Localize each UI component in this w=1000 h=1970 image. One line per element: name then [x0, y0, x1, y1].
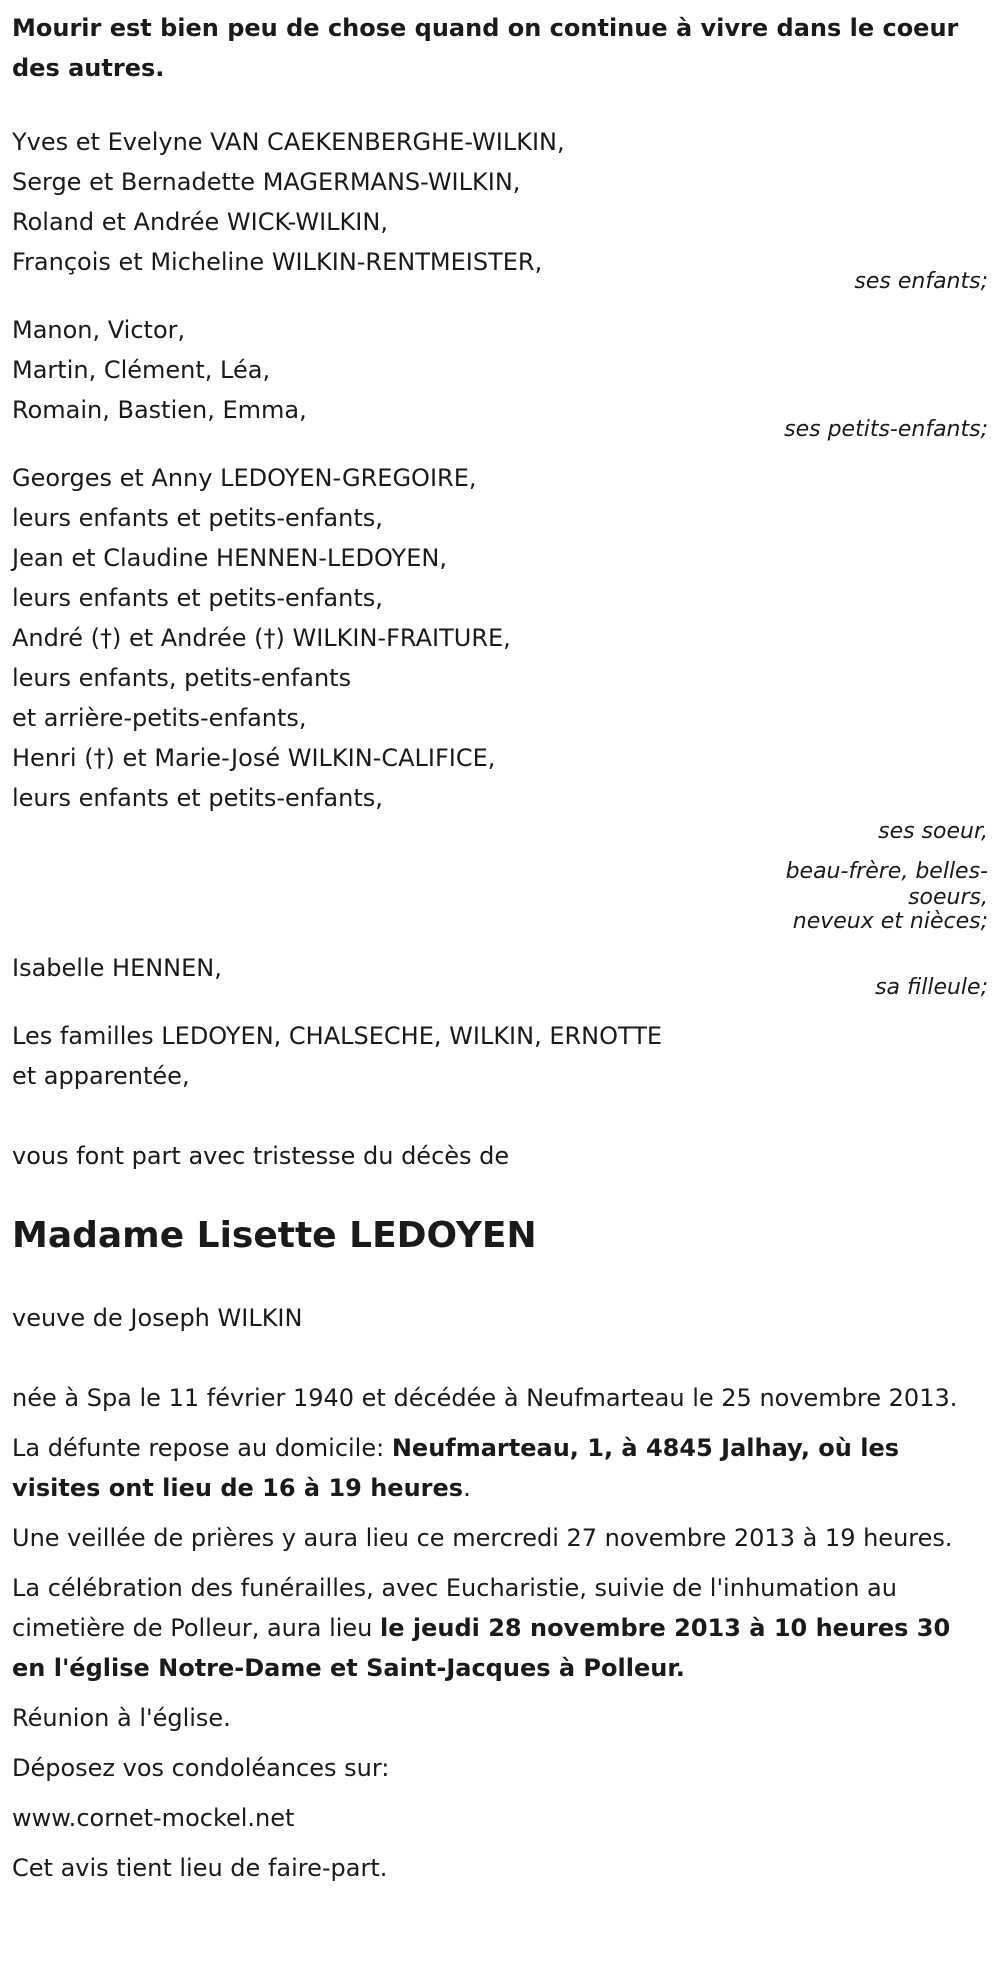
meeting-text: Réunion à l'église.	[12, 1704, 231, 1732]
grandchildren-line: Romain, Bastien, Emma,	[12, 396, 307, 424]
children-line: François et Micheline WILKIN-RENTMEISTER,	[12, 248, 543, 276]
siblings-line: Jean et Claudine HENNEN-LEDOYEN,	[12, 544, 447, 572]
birth-death-text: née à Spa le 11 février 1940 et décédée à Neufmarteau le 25 novembre 2013.	[12, 1384, 958, 1412]
relation-siblings-line: ses soeur,	[878, 819, 988, 844]
relation-goddaughter: sa filleule;	[875, 975, 988, 1000]
announcement-text: vous font part avec tristesse du décès de	[12, 1142, 510, 1170]
families-line: et apparentée,	[12, 1062, 190, 1090]
goddaughter-line: Isabelle HENNEN,	[12, 954, 222, 982]
funeral-date-place: le jeudi 28 novembre 2013 à 10 heures 30 en l'église Notre-Dame et Saint-Jacques à Polleur.	[12, 1614, 951, 1682]
siblings-line: leurs enfants et petits-enfants,	[12, 784, 383, 812]
siblings-line: leurs enfants et petits-enfants,	[12, 504, 383, 532]
children-group	[12, 122, 988, 296]
families-group	[12, 1016, 988, 1096]
widow-of-text: veuve de Joseph WILKIN	[12, 1304, 303, 1332]
siblings-line: Henri (†) et Marie-José WILKIN-CALIFICE,	[12, 744, 496, 772]
children-line: Serge et Bernadette MAGERMANS-WILKIN,	[12, 168, 521, 196]
siblings-line: et arrière-petits-enfants,	[12, 704, 307, 732]
deceased-name: Madame Lisette LEDOYEN	[12, 1215, 537, 1256]
relation-grandchildren: ses petits-enfants;	[784, 417, 988, 442]
relation-children: ses enfants;	[854, 269, 988, 294]
relation-siblings-line: beau-frère, belles-	[785, 859, 988, 884]
families-line: Les familles LEDOYEN, CHALSECHE, WILKIN, ERNOTTE	[12, 1022, 663, 1050]
condolences-text: Déposez vos condoléances sur:	[12, 1754, 390, 1782]
relation-siblings-line: soeurs,	[908, 885, 988, 910]
siblings-line: leurs enfants, petits-enfants	[12, 664, 352, 692]
children-line: Yves et Evelyne VAN CAEKENBERGHE-WILKIN,	[12, 128, 565, 156]
grandchildren-group	[12, 310, 988, 444]
funeral-prefix: La célébration des funérailles, avec Eucharistie, suivie de l'inhumation au cimetière de Polleur, aura lieu	[12, 1574, 897, 1642]
siblings-line: leurs enfants et petits-enfants,	[12, 584, 383, 612]
notice-text: Cet avis tient lieu de faire-part.	[12, 1854, 388, 1882]
website-link[interactable]: www.cornet-mockel.net	[12, 1804, 295, 1832]
siblings-group	[12, 458, 988, 934]
rest-prefix: La défunte repose au domicile:	[12, 1434, 392, 1462]
vigil-text: Une veillée de prières y aura lieu ce mercredi 27 novembre 2013 à 19 heures.	[12, 1524, 953, 1552]
grandchildren-line: Martin, Clément, Léa,	[12, 356, 271, 384]
funeral-text	[12, 1568, 988, 1688]
relation-siblings	[728, 812, 988, 934]
siblings-line: André (†) et Andrée (†) WILKIN-FRAITURE,	[12, 624, 511, 652]
siblings-line: Georges et Anny LEDOYEN-GREGOIRE,	[12, 464, 477, 492]
children-line: Roland et Andrée WICK-WILKIN,	[12, 208, 388, 236]
opening-quote: Mourir est bien peu de chose quand on continue à vivre dans le coeur des autres.	[12, 14, 959, 82]
rest-suffix: .	[463, 1474, 471, 1502]
grandchildren-line: Manon, Victor,	[12, 316, 186, 344]
rest-location-text	[12, 1428, 988, 1508]
relation-siblings-line: neveux et nièces;	[792, 909, 988, 934]
rest-address: Neufmarteau, 1, à 4845 Jalhay, où les visites ont lieu de 16 à 19 heures	[12, 1434, 900, 1502]
goddaughter-group	[12, 948, 988, 1002]
